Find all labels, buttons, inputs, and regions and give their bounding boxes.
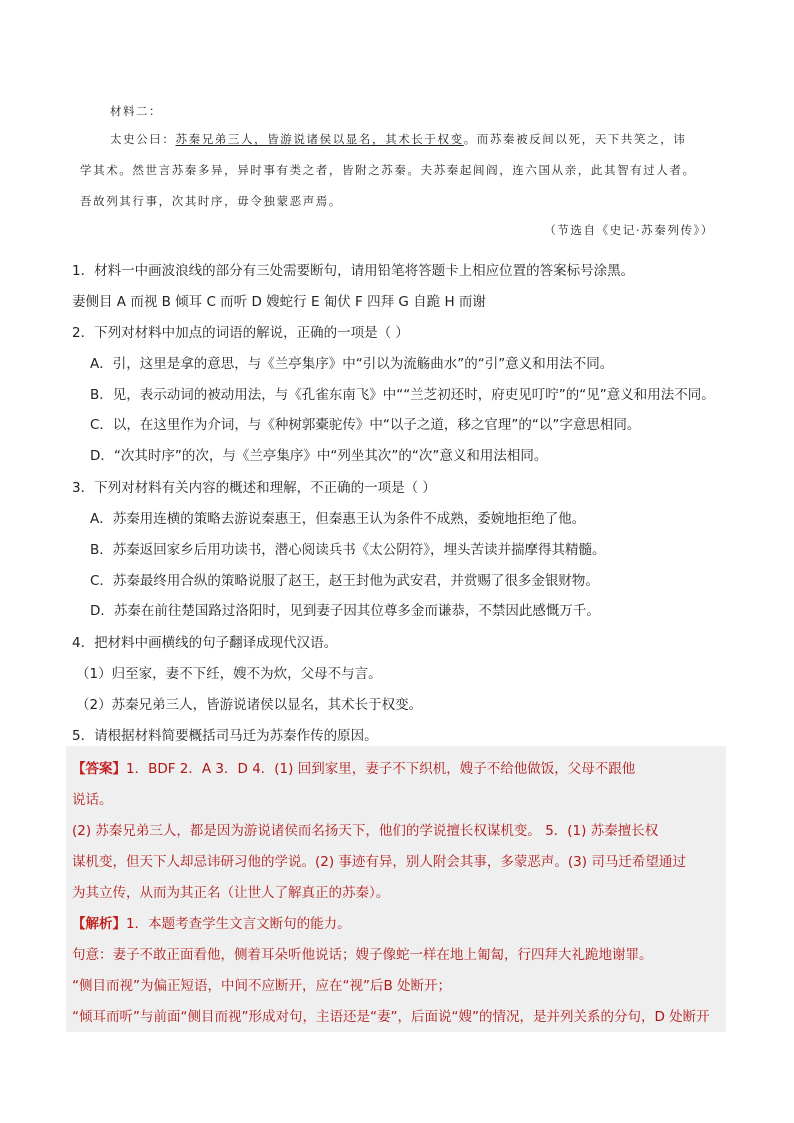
question-3: 3．下列对材料有关内容的概述和理解，不正确的一项是（ ） bbox=[72, 480, 436, 496]
question-5: 5．请根据材料简要概括司马迁为苏秦作传的原因。 bbox=[72, 728, 378, 744]
question-2-option-b: B．见，表示动词的被动用法，与《孔雀东南飞》中““兰芝初还时，府吏见叮咛”的“见”意义和用法不同。 bbox=[90, 387, 715, 403]
question-3-option-d: D．苏秦在前往楚国路过洛阳时，见到妻子因其位尊多金而谦恭，不禁因此感慨万千。 bbox=[90, 603, 600, 619]
material-underlined-sentence: 苏秦兄弟三人，皆游说诸侯以显名，其术长于权变 bbox=[175, 132, 464, 146]
question-1-text: 妻侧目 A 而视 B 倾耳 C 而听 D 嫂蛇行 E 匍伏 F 四拜 G 自跪 H 而谢 bbox=[72, 294, 486, 310]
answer-tag: 【答案】 bbox=[72, 761, 126, 777]
question-2-option-a: A．引，这里是拿的意思，与《兰亭集序》中“引以为流觞曲水”的“引”意义和用法不同。 bbox=[90, 356, 614, 372]
analysis-text-1: 1．本题考查学生文言文断句的能力。 bbox=[126, 916, 351, 932]
question-1: 1．材料一中画波浪线的部分有三处需要断句，请用铅笔将答题卡上相应位置的答案标号涂黑。 bbox=[72, 263, 635, 279]
question-2-option-d: D．“次其时序”的次，与《兰亭集序》中“列坐其次”的“次”意义和用法相同。 bbox=[90, 448, 548, 464]
material-line-1-start: 太史公曰： bbox=[110, 132, 176, 146]
material-line-2: 学其术。然世言苏秦多异，异时事有类之者，皆附之苏秦。夫苏秦起闾阎，连六国从亲，此其智有过人者。 bbox=[80, 163, 696, 177]
question-3-option-b: B．苏秦返回家乡后用功读书，潜心阅读兵书《太公阴符》，埋头苦读并揣摩得其精髓。 bbox=[90, 542, 606, 558]
material-line-1 bbox=[110, 124, 770, 155]
question-3-option-c: C．苏秦最终用合纵的策略说服了赵王，赵王封他为武安君，并赏赐了很多金银财物。 bbox=[90, 573, 599, 589]
analysis-line-2: 句意：妻子不敢正面看他，侧着耳朵听他说话；嫂子像蛇一样在地上匍匐，行四拜大礼跪地谢罪。 bbox=[72, 947, 653, 963]
question-2-option-c: C．以，在这里作为介词，与《种树郭橐驼传》中“以子之道，移之官理”的“以”字意思相同。 bbox=[90, 417, 641, 433]
material-line-1-end: 。而苏秦被反间以死，天下共笑之，讳 bbox=[463, 132, 687, 146]
question-3-option-a: A．苏秦用连横的策略去游说秦惠王，但秦惠王认为条件不成熟，委婉地拒绝了他。 bbox=[90, 511, 586, 527]
question-4: 4．把材料中画横线的句子翻译成现代汉语。 bbox=[72, 635, 338, 651]
answer-line-3: (2) 苏秦兄弟三人，都是因为游说诸侯而名扬天下，他们的学说擅长权谋机变。 5．(1) 苏秦擅长权 bbox=[72, 823, 659, 839]
analysis-line-1 bbox=[72, 912, 351, 932]
answer-line-2: 说话。 bbox=[72, 792, 113, 808]
material-line-3: 吾故列其行事，次其时序，毋令独蒙恶声焉。 bbox=[80, 194, 342, 208]
analysis-tag: 【解析】 bbox=[72, 916, 126, 932]
question-4-sentence-1: （1）归至家，妻不下纴，嫂不为炊，父母不与言。 bbox=[76, 666, 382, 682]
material-source: （节选自《史记·苏秦列传》） bbox=[544, 223, 714, 237]
answer-line-5: 为其立传，从而为其正名（让世人了解真正的苏秦）。 bbox=[72, 885, 390, 901]
answer-text-1: 1．BDF 2．A 3．D 4．(1) 回到家里，妻子不下织机，嫂子不给他做饭，父母不跟他 bbox=[126, 761, 636, 777]
question-4-sentence-2: （2）苏秦兄弟三人，皆游说诸侯以显名，其术长于权变。 bbox=[76, 697, 423, 713]
question-2: 2．下列对材料中加点的词语的解说，正确的一项是（ ） bbox=[72, 325, 409, 341]
material-title: 材料二： bbox=[110, 104, 162, 118]
answer-line-1 bbox=[72, 757, 635, 777]
answer-line-4: 谋机变，但天下人却忌讳研习他的学说。(2) 事迹有异，别人附会其事，多蒙恶声。(3) 司马迁希望通过 bbox=[72, 854, 686, 870]
analysis-line-4: “倾耳而听”与前面“侧目而视”形成对句，主语还是“妻”，后面说“嫂”的情况，是并列关系的分句，D 处断开 bbox=[72, 1009, 710, 1025]
analysis-line-3: “侧目而视”为偏正短语，中间不应断开，应在“视”后B 处断开； bbox=[72, 978, 452, 994]
